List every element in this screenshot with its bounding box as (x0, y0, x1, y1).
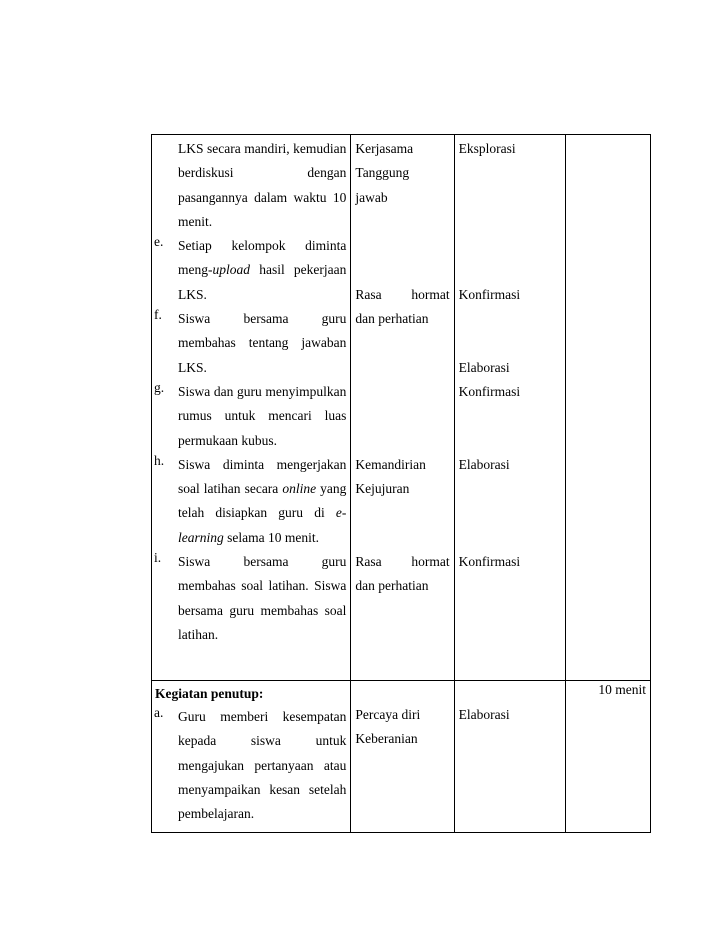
closing-phase-cell: Elaborasi (454, 681, 565, 833)
value-rasa-hormat: Rasa hormat (355, 554, 450, 570)
closing-activity-a: Guru memberi kesempatan kepada siswa untuk mengajukan pertanyaan atau menyampaikan kesan setelah pembelajaran. (178, 709, 347, 822)
closing-values-cell: Percaya diri Keberanian (351, 681, 454, 833)
time-cell (565, 135, 650, 681)
list-item: h. Siswa diminta mengerjakan soal latihan secara online yang telah disiapkan guru di e-learning selama 10 menit. (154, 453, 346, 550)
activity-e: Setiap kelompok diminta meng-upload hasil pekerjaan LKS. (178, 238, 347, 302)
closing-activities-cell (152, 681, 351, 833)
list-item (154, 137, 346, 234)
activities-cell (152, 135, 351, 681)
list-item: e. Setiap kelompok diminta meng-upload hasil pekerjaan LKS. (154, 234, 346, 307)
lesson-activity-table (151, 134, 651, 833)
activity-g: Siswa dan guru menyimpulkan rumus untuk mencari luas permukaan kubus. (178, 383, 347, 448)
values-cell: Kerjasama Tanggung jawab Rasa hormat dan perhatian Kemandirian Kejujuran Rasa hormat dan perhatian (351, 135, 454, 681)
duration-label: 10 menit (598, 682, 646, 697)
activity-i: Siswa bersama guru membahas soal latihan. Siswa bersama guru membahas soal latihan. (178, 554, 347, 642)
core-activities-row (152, 135, 651, 681)
list-item: i. Siswa bersama guru membahas soal latihan. Siswa bersama guru membahas soal latihan. (154, 550, 346, 647)
closing-time-cell (565, 681, 650, 833)
closing-heading: Kegiatan penutup: (155, 686, 264, 701)
list-item: a. Guru memberi kesempatan kepada siswa untuk mengajukan pertanyaan atau menyampaikan kesan setelah pembelajaran. (154, 705, 346, 826)
list-item: g. Siswa dan guru menyimpulkan rumus untuk mencari luas permukaan kubus. (154, 380, 346, 453)
closing-activities-row (152, 681, 651, 833)
phase-cell: Eksplorasi Konfirmasi Elaborasi Konfirmasi Elaborasi Konfirmasi (454, 135, 565, 681)
list-item: f. Siswa bersama guru membahas tentang jawaban LKS. (154, 307, 346, 380)
activity-d-continued: LKS secara mandiri, kemudian berdiskusi dengan pasangannya dalam waktu 10 menit. (178, 141, 347, 229)
activity-h: Siswa diminta mengerjakan soal latihan secara online yang telah disiapkan guru di e-learning selama 10 menit. (178, 456, 347, 545)
value-rasa-hormat: Rasa hormat (355, 286, 450, 302)
activity-f: Siswa bersama guru membahas tentang jawaban LKS. (178, 311, 347, 375)
